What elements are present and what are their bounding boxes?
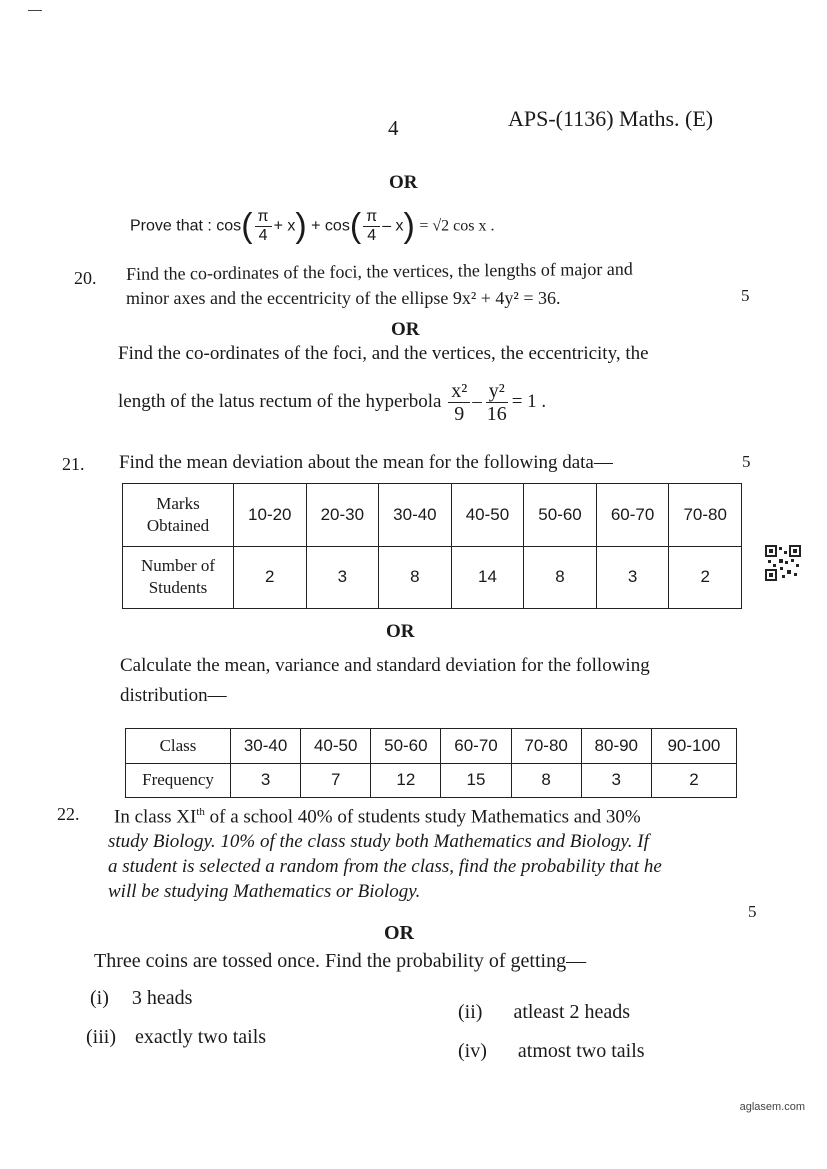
page-number: 4 [388,116,399,140]
q21-marks: 5 [742,452,751,471]
q20-text [125,258,756,310]
table-cell: 14 [451,546,524,609]
q22-line1 [108,800,758,829]
table-cell: 8 [511,763,581,798]
part-text: atleast 2 heads [513,1001,631,1023]
table-cell: 30-40 [379,484,452,547]
table-label-cell: Class [126,729,231,764]
table-cell: 30-40 [231,729,301,764]
q19-or-prove [130,208,494,244]
or-label: OR [384,922,414,944]
frac-num: y² [486,380,508,403]
q22-line3: a student is selected a random from the class, find the probability that he [108,856,662,878]
table-cell: 8 [379,546,452,609]
frac-den: 4 [367,226,377,244]
q20-or-line1: Find the co-ordinates of the foci, and the vertices, the eccentricity, the [118,343,649,364]
plus-cos: + cos [311,217,350,235]
table-row [123,484,742,547]
q22-marks: 5 [748,902,757,921]
table-label-cell [123,546,234,609]
question-number: 21. [62,454,85,474]
part-label: (iii) [86,1026,116,1048]
table-cell: 3 [581,763,651,798]
q22-line2: study Biology. 10% of the class study both Mathematics and Biology. If [108,831,649,853]
table-cell: 3 [306,546,379,609]
q22-line4: will be studying Mathematics or Biology. [108,881,421,903]
table-row [126,763,737,798]
part-label: (i) [90,987,109,1009]
frac-num: π [255,208,272,227]
prove-prefix: Prove that : [130,217,212,235]
q20-line1: Find the co-ordinates of the foci, the vertices, the lengths of major and [125,258,633,284]
table-row [126,729,737,764]
footer-watermark: aglasem.com [739,1101,805,1113]
label-line: Obtained [146,515,210,535]
paren-close: ) [403,207,415,246]
fraction-x2-9 [448,380,470,425]
part-label: (ii) [458,1001,483,1023]
table-label-cell: Frequency [126,763,231,798]
q21-text: Find the mean deviation about the mean for the following data— [119,452,613,473]
frac-den: 4 [258,226,268,244]
label-line: Students [148,578,208,598]
frac-den: 9 [454,403,465,425]
table-cell: 2 [234,546,307,609]
table-label-cell [123,484,234,547]
q20-or-line2 [118,380,546,425]
fraction-pi-4 [255,208,272,244]
label-line: Marks [156,493,200,513]
paper-code: APS-(1136) Maths. (E) [508,106,714,131]
or-label: OR [389,172,418,193]
table-cell: 2 [669,546,742,609]
table-cell: 60-70 [596,484,669,547]
part-text: 3 heads [131,987,193,1009]
q22-part-ii [458,1001,630,1024]
or-label: OR [391,319,420,340]
cos-text: cos [216,217,242,235]
q21-or-line2: distribution— [120,685,227,706]
q22-part-i [90,987,192,1010]
superscript: th [196,806,205,818]
qr-code-icon [765,545,801,581]
top-dash-mark [28,10,42,11]
plus-x: + x [273,217,296,235]
table-cell: 10-20 [234,484,307,547]
q21-or-line1: Calculate the mean, variance and standard deviation for the following [120,655,650,676]
equals-one: = 1 . [511,390,547,412]
table-row [123,546,742,609]
fraction-pi-4 [363,208,380,244]
part-label: (iv) [458,1040,487,1062]
part-text: atmost two tails [517,1040,645,1062]
table-cell: 2 [651,763,736,798]
minus-x: – x [382,217,404,235]
table-cell: 12 [371,763,441,798]
table-cell: 40-50 [451,484,524,547]
table-cell: 70-80 [669,484,742,547]
q22-text [108,800,758,904]
frac-num: x² [448,380,470,403]
identity-rhs: = √2 cos x . [419,217,495,235]
text-span: of a school 40% of students study Mathematics and 30% [204,806,641,828]
label-line: Number of [140,556,216,576]
frequency-distribution-table [125,728,737,798]
q22-part-iii [86,1026,266,1049]
paren-open: ( [349,207,362,246]
table-cell: 7 [301,763,371,798]
q20-line2: minor axes and the eccentricity of the ellipse 9x² + 4y² = 36. [126,288,561,308]
or-label: OR [386,621,415,642]
table-cell: 40-50 [301,729,371,764]
part-text: exactly two tails [135,1026,267,1048]
table-cell: 15 [441,763,511,798]
frac-den: 16 [486,403,507,425]
minus-sign: – [472,390,482,412]
table-cell: 3 [231,763,301,798]
table-cell: 8 [524,546,597,609]
question-number: 20. [74,268,97,288]
table-cell: 80-90 [581,729,651,764]
q22-part-iv [458,1040,645,1063]
table-cell: 20-30 [306,484,379,547]
mean-deviation-table [122,483,742,609]
table-cell: 3 [596,546,669,609]
table-cell: 50-60 [371,729,441,764]
question-number: 22. [57,804,80,824]
text-span: In class XI [114,806,197,828]
table-cell: 70-80 [511,729,581,764]
hyperbola-prefix: length of the latus rectum of the hyperbola [118,390,442,412]
q20-marks: 5 [741,286,750,305]
table-cell: 90-100 [651,729,736,764]
table-cell: 50-60 [524,484,597,547]
paren-open: ( [241,207,253,246]
fraction-y2-16 [484,380,510,425]
table-cell: 60-70 [441,729,511,764]
q22-or-line: Three coins are tossed once. Find the probability of getting— [94,950,587,972]
frac-num: π [363,208,380,227]
paren-close: ) [295,207,307,246]
